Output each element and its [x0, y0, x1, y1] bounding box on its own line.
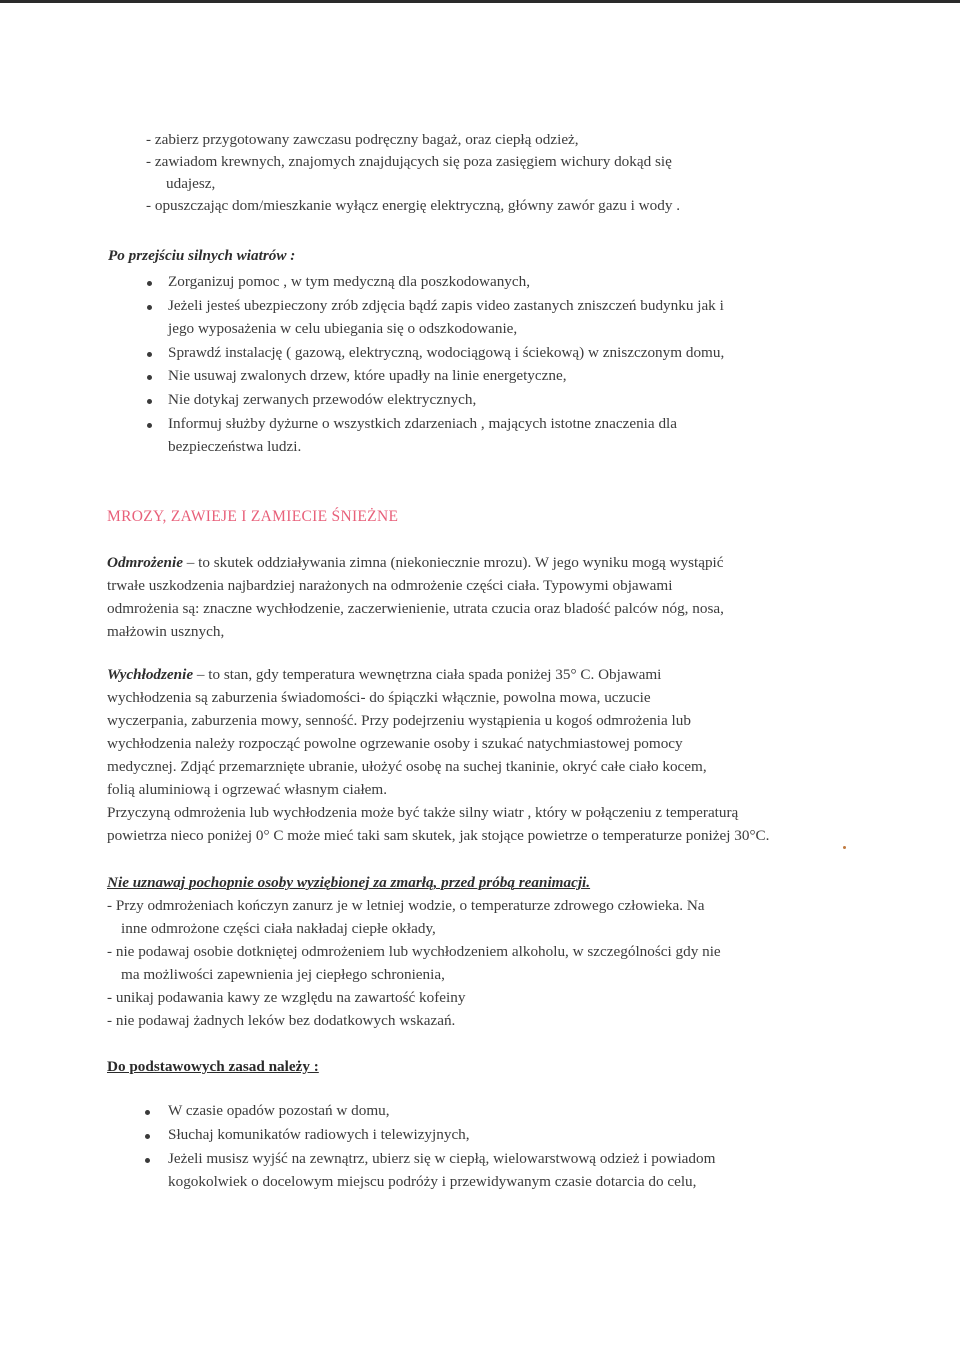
- list-item: - zawiadom krewnych, znajomych znajdujących się poza zasięgiem wichury dokąd się: [146, 153, 672, 170]
- paragraph-line: małżowin usznych,: [107, 623, 225, 640]
- list-item: - opuszczając dom/mieszkanie wyłącz energię elektryczną, główny zawór gazu i wody .: [146, 197, 681, 214]
- list-item: Słuchaj komunikatów radiowych i telewizyjnych,: [168, 1126, 470, 1143]
- bullet-icon: [147, 375, 152, 380]
- list-item: - zabierz przygotowany zawczasu podręczny bagaż, oraz ciepłą odzież,: [146, 131, 579, 148]
- paragraph-line: folią aluminiową i ogrzewać własnym ciałem.: [107, 781, 388, 798]
- section-heading: Do podstawowych zasad należy :: [107, 1058, 319, 1075]
- paragraph-line: wyczerpania, zaburzenia mowy, senność. Przy podejrzeniu wystąpienia u kogoś odmrożenia lub: [107, 712, 691, 729]
- bullet-icon: [145, 1110, 150, 1115]
- term-wychlodzenie: Wychłodzenie: [107, 666, 194, 683]
- bullet-icon: [147, 423, 152, 428]
- list-item: Sprawdź instalację ( gazową, elektryczną, wodociągową i ściekową) w zniszczonym domu,: [168, 344, 725, 361]
- list-item: - nie podawaj żadnych leków bez dodatkowych wskazań.: [107, 1012, 456, 1029]
- paragraph-line: Przyczyną odmrożenia lub wychłodzenia może być także silny wiatr , który w połączeniu z temperaturą: [107, 804, 739, 821]
- scan-mark: [843, 846, 846, 849]
- list-item-continuation: bezpieczeństwa ludzi.: [168, 438, 302, 455]
- list-item: udajesz,: [166, 175, 216, 192]
- bullet-icon: [145, 1134, 150, 1139]
- list-item: Nie dotykaj zerwanych przewodów elektrycznych,: [168, 391, 477, 408]
- section-title: MROZY, ZAWIEJE I ZAMIECIE ŚNIEŻNE: [107, 508, 399, 525]
- list-item-continuation: inne odmrożone części ciała nakładaj ciepłe okłady,: [121, 920, 436, 937]
- list-item: Informuj służby dyżurne o wszystkich zdarzeniach , mających istotne znaczenia dla: [168, 415, 677, 432]
- term-odmrozenie: Odmrożenie: [107, 554, 183, 571]
- list-item: Zorganizuj pomoc , w tym medyczną dla poszkodowanych,: [168, 273, 531, 290]
- list-item-continuation: kogokolwiek o docelowym miejscu podróży i przewidywanym czasie dotarcia do celu,: [168, 1173, 697, 1190]
- list-item-continuation: ma możliwości zapewnienia jej ciepłego schronienia,: [121, 966, 445, 983]
- definition-line: Wychłodzenie – to stan, gdy temperatura wewnętrzna ciała spada poniżej 35° C. Objawami: [107, 666, 662, 683]
- list-item: - nie podawaj osobie dotkniętej odmrożeniem lub wychłodzeniem alkoholu, w szczególności gdy nie: [107, 943, 721, 960]
- list-item: Nie usuwaj zwalonych drzew, które upadły na linie energetyczne,: [168, 367, 567, 384]
- list-item: Jeżeli jesteś ubezpieczony zrób zdjęcia bądź zapis video zastanych zniszczeń budynku jak i: [168, 297, 724, 314]
- paragraph-line: wychłodzenia są zaburzenia świadomości- do śpiączki włącznie, powolna mowa, uczucie: [107, 689, 651, 706]
- paragraph-line: powietrza nieco poniżej 0° C może mieć taki sam skutek, jak stojące powietrze o temperaturze poniżej 30°C.: [107, 827, 770, 844]
- list-item: - unikaj podawania kawy ze względu na zawartość kofeiny: [107, 989, 466, 1006]
- bullet-icon: [145, 1158, 150, 1163]
- scan-top-border: [0, 0, 960, 3]
- bullet-icon: [147, 352, 152, 357]
- section-heading: Po przejściu silnych wiatrów :: [108, 247, 296, 264]
- definition-line: Odmrożenie – to skutek oddziaływania zimna (niekoniecznie mrozu). W jego wyniku mogą wystąpić: [107, 554, 724, 571]
- warning-heading: Nie uznawaj pochopnie osoby wyziębionej za zmarłą, przed próbą reanimacji.: [107, 874, 591, 891]
- list-item: Jeżeli musisz wyjść na zewnątrz, ubierz się w ciepłą, wielowarstwową odzież i powiadom: [168, 1150, 716, 1167]
- list-item-continuation: jego wyposażenia w celu ubiegania się o odszkodowanie,: [168, 320, 518, 337]
- list-item: - Przy odmrożeniach kończyn zanurz je w letniej wodzie, o temperaturze zdrowego człowieka. Na: [107, 897, 705, 914]
- bullet-icon: [147, 399, 152, 404]
- paragraph-line: odmrożenia są: znaczne wychłodzenie, zaczerwienienie, utrata czucia oraz bladość palców nóg, nosa,: [107, 600, 724, 617]
- bullet-icon: [147, 281, 152, 286]
- bullet-icon: [147, 305, 152, 310]
- paragraph-line: trwałe uszkodzenia najbardziej narażonych na odmrożenie części ciała. Typowymi objawami: [107, 577, 673, 594]
- paragraph-line: wychłodzenia należy rozpocząć powolne ogrzewanie osoby i szukać natychmiastowej pomocy: [107, 735, 683, 752]
- paragraph-line: medycznej. Zdjąć przemarznięte ubranie, ułożyć osobę na suchej tkaninie, okryć całe ciało kocem,: [107, 758, 707, 775]
- list-item: W czasie opadów pozostań w domu,: [168, 1102, 390, 1119]
